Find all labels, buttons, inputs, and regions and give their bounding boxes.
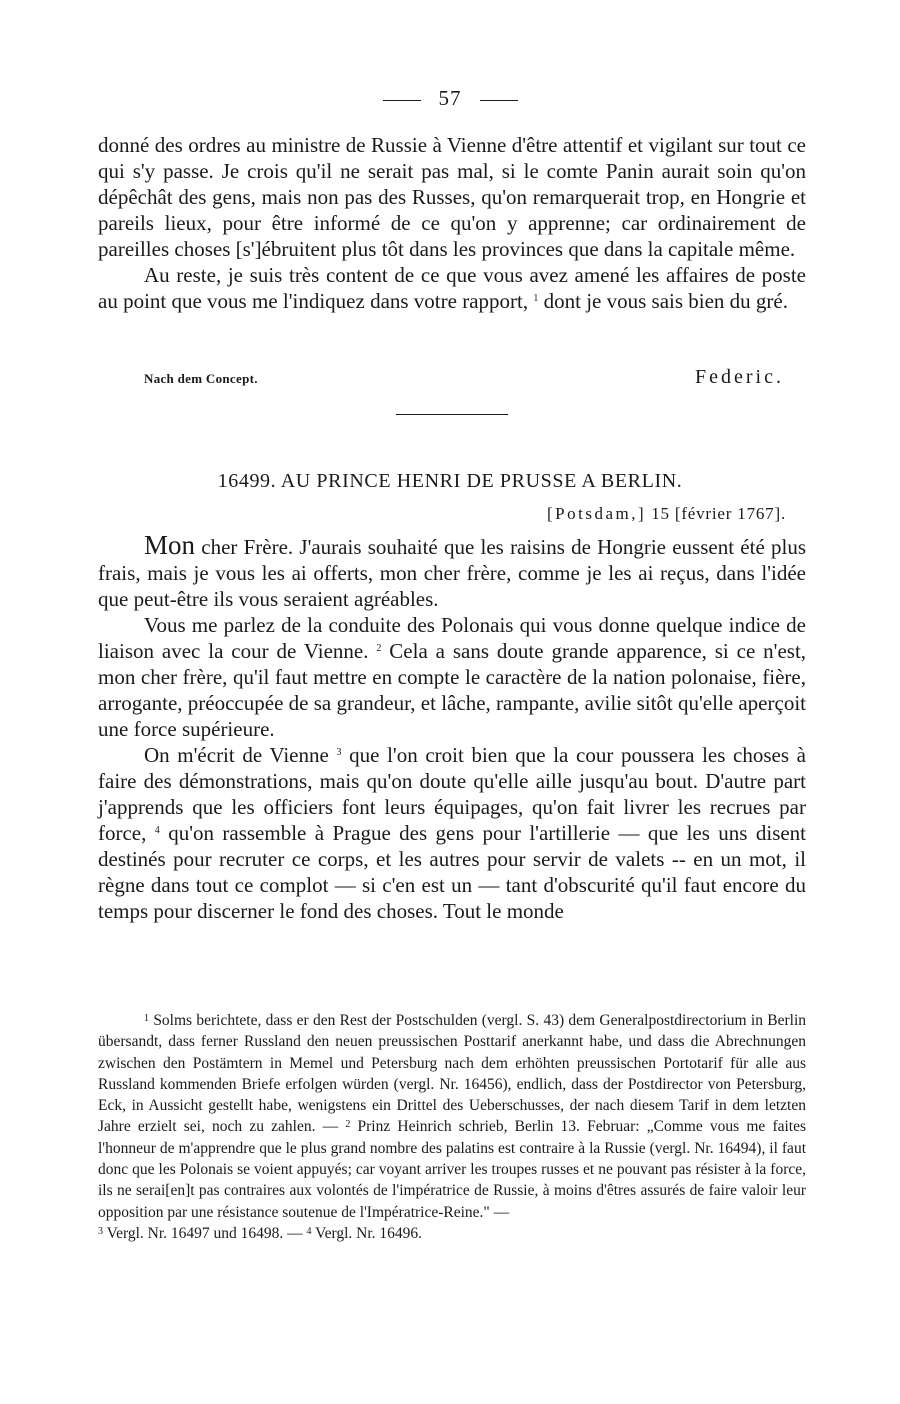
page-number: 57 <box>0 86 900 111</box>
footnote-1: Solms berichtete, dass er den Rest der Postschulden (vergl. S. 43) dem Generalpostdirectorium in Berlin übersandt, dass ferner Russland den neuen preussischen Posttarif anerkannt habe, und dass die Abrechnungen zwischen den Postämtern in Memel und Petersburg nach dem erhöhten preussischen Portotarif für alle aus Russland kommenden Briefe erfolgen würden (vergl. Nr. 16456), endlich, dass der Postdirector von Petersburg, Eck, in Aussicht gestellt habe, wenigstens ein Drittel des Ueberschusses, der nach diesem Tarif in dem letzten Jahre erzielt sei, noch zu zahlen. — <box>98 1012 807 1136</box>
letter-number: 16499. <box>217 470 277 492</box>
opening-word: Mon <box>144 530 196 560</box>
footnote-3: Vergl. Nr. 16497 und 16498. — <box>106 1224 303 1242</box>
letter-date: 15 [février 1767]. <box>651 504 786 523</box>
footnote-2: Prinz Heinrich schrieb, Berlin 13. Februar: „Comme vous me faites l'honneur de m'apprendre que le plus grand nombre des palatins est contraire à la Russie (vergl. Nr. 16494), il faut donc que les Polonais se voient appuyés; car voyant arriver les troupes russes et ne pouvant pas résister à la force, ils ne serai[en]t pas contraires aux volontés de l'impératrice de Russie, à moins d'êtres assurés de faire valoir leur opposition par une résistance soutenue de l'Impératrice-Reine." — <box>98 1118 807 1221</box>
source-note: Nach dem Concept. <box>144 371 258 386</box>
footnote-ref[interactable]: 4 <box>154 825 160 836</box>
footnote-ref[interactable]: 1 <box>533 293 539 304</box>
footnote-4: Vergl. Nr. 16496. <box>315 1224 423 1242</box>
footnote-ref[interactable]: 3 <box>336 747 342 758</box>
letter-title: AU PRINCE HENRI DE PRUSSE A BERLIN. <box>280 470 683 492</box>
footnote-block <box>98 1223 806 1244</box>
footnote-mark: 3 <box>98 1225 103 1237</box>
letter-heading <box>0 470 900 493</box>
footnotes <box>98 1010 806 1244</box>
paragraph: Vous me parlez de la conduite des Polonais qui vous donne quelque indice de liaison avec la cour de Vienne. $^2$ Cela a sans doute grande apparence, si ce n'est, mon cher frère, qu'il faut mettre en compte le caractère de la nation polonaise, fière, arrogante, préoccupée de sa grandeur, et lâche, rampante, avilie sitôt qu'elle aperçoit une force supérieure. <box>98 613 807 741</box>
signature-row <box>144 366 784 389</box>
page-number-dash-right <box>480 100 518 101</box>
paragraph: donné des ordres au ministre de Russie à Vienne d'être attentif et vigilant sur tout ce qui s'y passe. Je crois qu'il ne serait pas mal, si le comte Panin aurait soin qu'on dépêchât des gens, mais non pas des Russes, qu'on remarquerait trop, en Hongrie et pareils lieux, pour être informé de ce qu'on y apprenne; car ordinairement de pareilles choses [s']ébruitent plus tôt dans les provinces que dans la capitale même. <box>98 133 806 261</box>
footnote-mark: 1 <box>144 1013 149 1024</box>
paragraph: On m'écrit de Vienne $^3$ que l'on croit bien que la cour poussera les choses à faire des démonstrations, mais qu'on doute qu'elle aille jusqu'au bout. D'autre part j'apprends que les officiers font leurs équipages, qu'on fait livrer les recrues par force, $^4$ qu'on rassemble à Prague des gens pour l'artillerie — que les uns disent destinés pour recruter ce corps, et les autres pour servir de valets -- en un mot, il règne dans tout ce complot — si c'en est un — tant d'obscurité qu'il faut encore du temps pour discerner le fond des choses. Tout le monde <box>98 743 807 923</box>
letter-place: [Potsdam,] <box>547 504 647 523</box>
footnote-mark: 2 <box>345 1119 351 1131</box>
footnote-block <box>98 1010 806 1223</box>
footnote-mark: 4 <box>306 1225 312 1237</box>
letter-body <box>98 532 806 924</box>
paragraph: Mon cher Frère. J'aurais souhaité que les raisins de Hongrie eussent été plus frais, mais je vous les ai offerts, mon cher frère, comme je les ai reçus, dans l'idée que peut-être ils vous seraient agréables. <box>98 530 807 611</box>
page-number-dash-left <box>383 100 421 101</box>
section-divider <box>396 414 508 415</box>
paragraph: Au reste, je suis très content de ce que vous avez amené les affaires de poste au point que vous me l'indiquez dans votre rapport, $^1$ dont je vous sais bien du gré. <box>98 263 806 313</box>
signature: Federic. <box>695 366 784 388</box>
letter-dateline <box>420 504 786 524</box>
continued-letter-text <box>98 132 806 314</box>
footnote-ref[interactable]: 2 <box>376 643 382 654</box>
